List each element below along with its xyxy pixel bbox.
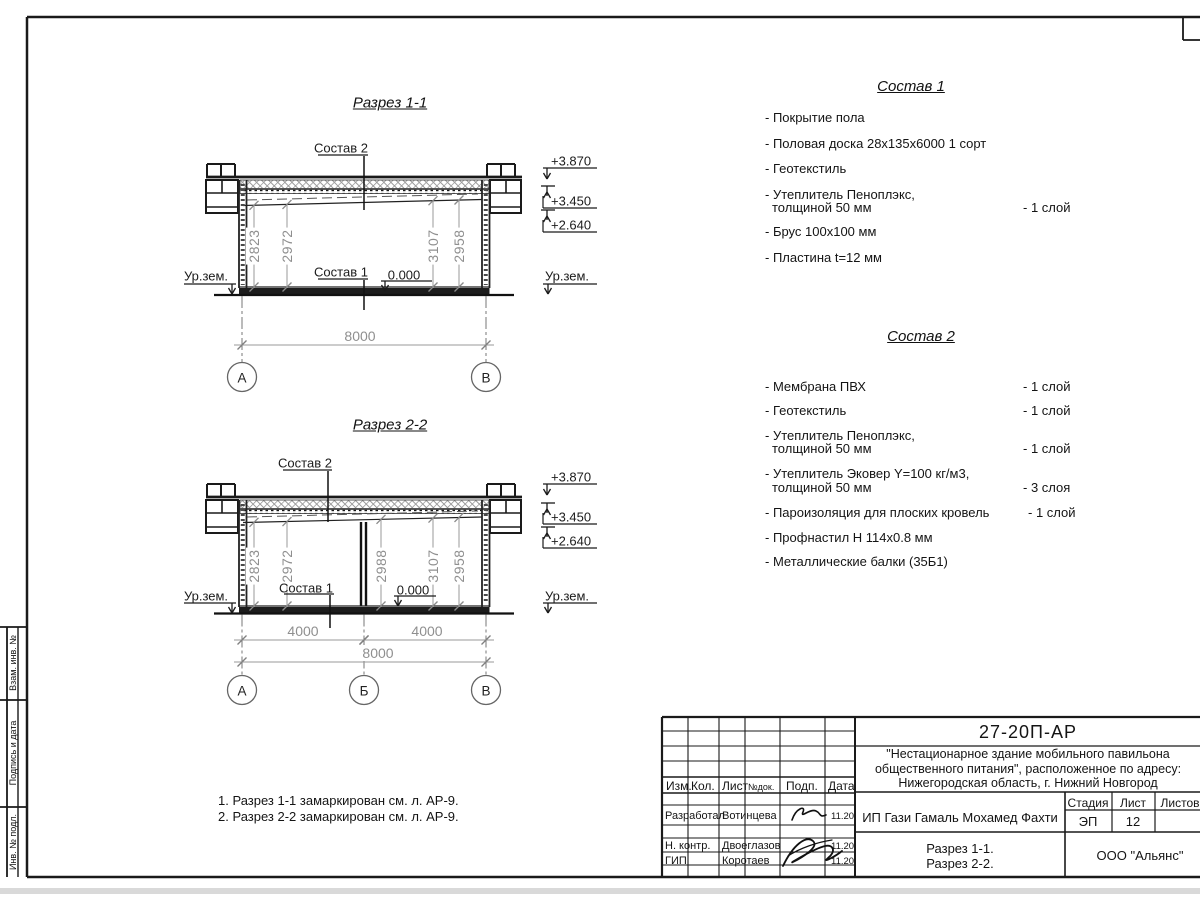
column-header-kol: Кол. <box>691 779 715 793</box>
strip-label-vzam: Взам. инв. № <box>8 635 18 691</box>
composition-item: - Металлические балки (35Б1) <box>765 554 948 569</box>
axis-letter: А <box>237 683 247 699</box>
section-title: Разрез 1-1 <box>352 94 428 112</box>
signature-role: ГИП <box>665 855 687 867</box>
zero-level-mark: 0.000 <box>396 582 430 598</box>
composition-item-qty: - 1 слой <box>1023 379 1071 394</box>
column-header-ndoc: №док. <box>748 782 775 792</box>
composition-item-qty: - 1 слой <box>1028 505 1076 520</box>
composition-1-callout: Состав 1 <box>279 580 333 596</box>
client-name: ИП Гази Гамаль Мохамед Фахти <box>862 810 1058 825</box>
composition-item-qty: - 3 слоя <box>1023 480 1071 495</box>
sheet-title-line: Разрез 2-2. <box>926 856 994 871</box>
elevation-mark: +2.640 <box>551 217 592 233</box>
project-title-line: общественного питания", расположенное по адресу: <box>874 762 1182 776</box>
composition-item-line2: толщиной 50 мм <box>772 480 872 495</box>
stage-value: ЭП <box>1078 814 1098 829</box>
strip-label-inv: Инв. № подл. <box>8 813 18 871</box>
signature-date: 11.20 <box>831 811 855 822</box>
zero-level-mark: 0.000 <box>387 267 421 283</box>
project-title-line: "Нестационарное здание мобильного павильона <box>886 747 1170 761</box>
note-line: 2. Разрез 2-2 замаркирован см. л. АР-9. <box>218 809 459 824</box>
composition-item: - Пароизоляция для плоских кровель <box>765 505 990 520</box>
axis-letter: В <box>481 370 491 386</box>
composition-2-callout: Состав 2 <box>278 455 332 471</box>
signature-name: Вотинцева <box>722 810 777 822</box>
sheets-header: Листов <box>1160 796 1200 810</box>
section-title: Разрез 2-2 <box>352 416 428 434</box>
column-header-list: Лист <box>722 779 749 793</box>
composition-item-line2: толщиной 50 мм <box>772 200 872 215</box>
horizontal-dimension: 4000 <box>284 623 321 639</box>
composition-item-qty: - 1 слой <box>1023 441 1071 456</box>
composition-item: - Геотекстиль <box>765 161 847 176</box>
composition-2-callout: Состав 2 <box>314 140 368 156</box>
signature-role: Разработал <box>665 810 725 822</box>
horizontal-dimension: 8000 <box>359 645 396 661</box>
signature-date: 11.20 <box>831 856 855 867</box>
signature-date: 11.20 <box>831 841 855 852</box>
signature-name: Двоеглазов <box>722 840 781 852</box>
elevation-mark: +2.640 <box>551 533 592 549</box>
composition-item: - Пластина t=12 мм <box>765 250 882 265</box>
column-header-data: Дата <box>828 779 855 793</box>
ground-level-label: Ур.зем. <box>544 588 590 604</box>
vertical-dimension: 2972 <box>279 229 295 263</box>
project-title-line: Нижегородская область, г. Нижний Новгород <box>898 776 1158 790</box>
stage-header: Стадия <box>1067 796 1109 810</box>
signature-name: Коротаев <box>722 855 770 867</box>
composition-item: - Геотекстиль <box>765 403 847 418</box>
composition-item: - Утеплитель Пеноплэкс, <box>765 428 915 443</box>
composition-item-line2: толщиной 50 мм <box>772 441 872 456</box>
strip-label-podpis: Подпись и дата <box>8 720 18 786</box>
column-header-izm: Изм. <box>666 779 692 793</box>
composition-item-qty: - 1 слой <box>1023 403 1071 418</box>
ground-level-label: Ур.зем. <box>183 268 229 284</box>
sheet-number: 12 <box>1125 814 1141 829</box>
vertical-dimension: 2958 <box>451 229 467 263</box>
document-number: 27-20П-АР <box>979 722 1077 742</box>
sheet-header: Лист <box>1119 796 1147 810</box>
composition-item: - Мембрана ПВХ <box>765 379 866 394</box>
composition-item: - Половая доска 28х135х6000 1 сорт <box>765 136 987 151</box>
ground-level-label: Ур.зем. <box>544 268 590 284</box>
composition-item: - Покрытие пола <box>765 110 865 125</box>
column-header-podp: Подп. <box>786 779 818 793</box>
vertical-dimension: 2958 <box>451 549 467 583</box>
composition-1-callout: Состав 1 <box>314 264 368 280</box>
composition-2-title: Состав 2 <box>887 328 955 345</box>
elevation-mark: +3.870 <box>551 469 592 485</box>
axis-letter: А <box>237 370 247 386</box>
elevation-mark: +3.450 <box>551 509 592 525</box>
note-line: 1. Разрез 1-1 замаркирован см. л. АР-9. <box>218 793 459 808</box>
composition-item-qty: - 1 слой <box>1023 200 1071 215</box>
composition-1-title: Состав 1 <box>877 78 945 95</box>
horizontal-dimension: 8000 <box>341 328 378 344</box>
axis-letter: Б <box>359 683 369 699</box>
horizontal-dimension: 4000 <box>408 623 445 639</box>
signature-role: Н. контр. <box>665 840 711 852</box>
composition-item: - Брус 100х100 мм <box>765 224 877 239</box>
vertical-dimension: 2823 <box>246 229 262 263</box>
axis-letter: В <box>481 683 491 699</box>
ground-level-label: Ур.зем. <box>183 588 229 604</box>
vertical-dimension: 2988 <box>373 549 389 583</box>
elevation-mark: +3.870 <box>551 153 592 169</box>
composition-item: - Профнастил Н 114х0.8 мм <box>765 530 933 545</box>
vertical-dimension: 2823 <box>246 549 262 583</box>
composition-item: - Утеплитель Пеноплэкс, <box>765 187 915 202</box>
vertical-dimension: 2972 <box>279 549 295 583</box>
vertical-dimension: 3107 <box>425 549 441 583</box>
organization-name: ООО "Альянс" <box>1096 848 1184 863</box>
vertical-dimension: 3107 <box>425 229 441 263</box>
elevation-mark: +3.450 <box>551 193 592 209</box>
composition-item: - Утеплитель Эковер Y=100 кг/м3, <box>765 466 970 481</box>
sheet-title-line: Разрез 1-1. <box>926 841 994 856</box>
